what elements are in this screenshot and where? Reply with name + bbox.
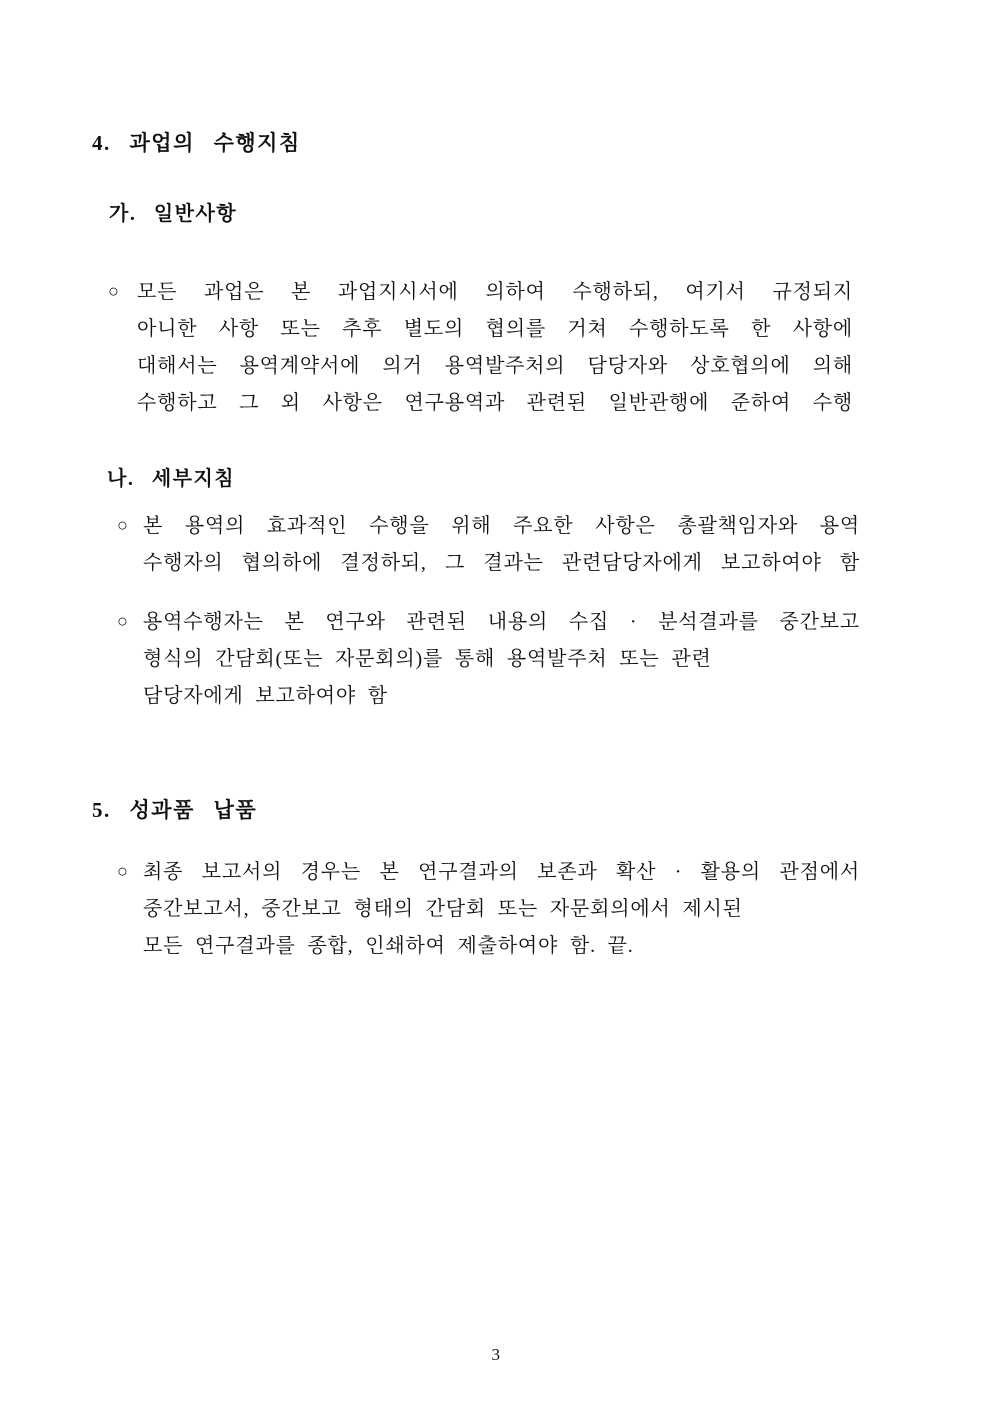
- detail-guideline-paragraph-2: [117, 604, 860, 715]
- paragraph-lines: [143, 604, 860, 715]
- text-line: 중간보고서, 중간보고 형태의 간담회 또는 자문회의에서 제시된: [143, 898, 743, 920]
- general-guidelines-paragraph: [108, 274, 857, 422]
- paragraph-lines: [137, 274, 853, 422]
- paragraph-lines: [143, 508, 860, 582]
- page-number: 3: [491, 1345, 501, 1364]
- detail-guideline-paragraph-1: [117, 508, 860, 582]
- bullet-marker: ○: [108, 281, 119, 301]
- text-line: 모든 과업은 본 과업지시서에 의하여 수행하되, 여기서 규정되지: [137, 281, 853, 303]
- text-line: 대해서는 용역계약서에 의거 용역발주처의 담당자와 상호협의에 의해: [137, 355, 853, 377]
- section-4-heading: 4. 과업의 수행지침: [92, 131, 301, 155]
- bullet-marker: ○: [117, 611, 128, 631]
- text-line: 담당자에게 보고하여야 함: [143, 685, 388, 707]
- text-line: 최종 보고서의 경우는 본 연구결과의 보존과 확산 · 활용의 관점에서: [143, 861, 860, 883]
- text-line: 용역수행자는 본 연구와 관련된 내용의 수집 · 분석결과를 중간보고: [143, 611, 860, 633]
- text-line: 수행자의 협의하에 결정하되, 그 결과는 관련담당자에게 보고하여야 함: [143, 552, 860, 574]
- subsection-ga-heading: 가. 일반사항: [109, 203, 238, 225]
- bullet-marker: ○: [117, 515, 128, 535]
- subsection-na-heading: 나. 세부지침: [107, 468, 236, 490]
- paragraph-lines: [143, 854, 860, 965]
- text-line: 아니한 사항 또는 추후 별도의 협의를 거쳐 수행하도록 한 사항에: [137, 318, 853, 340]
- text-line: 본 용역의 효과적인 수행을 위해 주요한 사항은 총괄책임자와 용역: [143, 515, 860, 537]
- section-5-heading: 5. 성과품 납품: [92, 798, 258, 822]
- bullet-marker: ○: [117, 861, 128, 881]
- text-line: 형식의 간담회(또는 자문회의)를 통해 용역발주처 또는 관련: [143, 648, 712, 670]
- text-line: 모든 연구결과를 종합, 인쇄하여 제출하여야 함. 끝.: [143, 935, 634, 957]
- deliverables-paragraph: [117, 854, 860, 965]
- text-line: 수행하고 그 외 사항은 연구용역과 관련된 일반관행에 준하여 수행: [137, 392, 853, 414]
